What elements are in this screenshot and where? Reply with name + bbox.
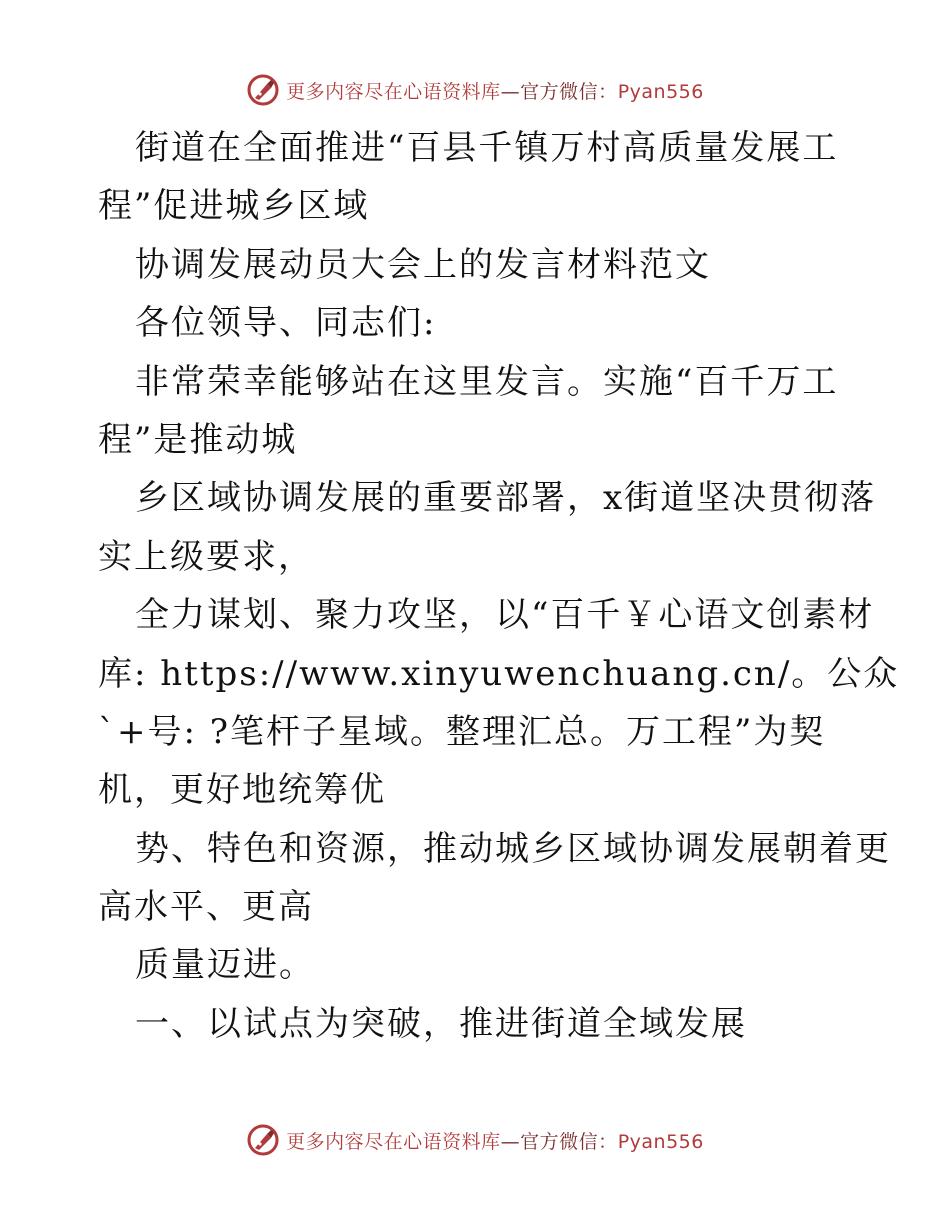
banner-wechat-label: 官方微信：: [520, 80, 618, 103]
banner-text: [286, 1127, 704, 1154]
header-banner-inner: [246, 73, 704, 107]
text-line: 非常荣幸能够站在这里发言。实施“百千万工: [135, 361, 839, 402]
banner-dash: —: [500, 80, 521, 103]
text-line: 一、以试点为突破，推进街道全域发展: [135, 1003, 747, 1044]
text-line: 乡区域协调发展的重要部署，x街道坚决贯彻落: [135, 478, 877, 519]
banner-main-text: 更多内容尽在心语资料库: [286, 80, 501, 103]
text-line: `+号: ?笔杆子星域。整理汇总。万工程”为契: [98, 711, 826, 752]
text-line: 质量迈进。: [135, 945, 315, 986]
text-line: 各位领导、同志们:: [135, 303, 437, 344]
banner-main-text: 更多内容尽在心语资料库: [286, 1130, 501, 1153]
text-line: 程”是推动城: [98, 419, 298, 460]
text-line: 协调发展动员大会上的发言材料范文: [135, 244, 711, 285]
text-line: 街道在全面推进“百县千镇万村高质量发展工: [135, 128, 839, 168]
text-line: 库: https://www.xinyuwenchuang.cn/。公众: [98, 653, 900, 694]
pen-nib-logo-icon: [246, 1123, 280, 1157]
text-line: 高水平、更高: [98, 887, 314, 928]
text-line: 程”促进城乡区域: [98, 186, 370, 227]
banner-dash: —: [500, 1130, 521, 1153]
pen-nib-logo-icon: [246, 73, 280, 107]
document-body: [98, 119, 900, 1053]
text-line: 实上级要求，: [98, 536, 314, 577]
text-line: 机，更好地统筹优: [98, 770, 386, 811]
header-watermark-banner: [0, 70, 950, 110]
footer-banner-inner: [246, 1123, 704, 1157]
banner-text: [286, 77, 704, 104]
banner-handle: Pyan556: [617, 80, 704, 103]
text-line: 势、特色和资源，推动城乡区域协调发展朝着更: [135, 828, 891, 869]
banner-handle: Pyan556: [617, 1130, 704, 1153]
footer-watermark-banner: [0, 1120, 950, 1160]
text-line: 全力谋划、聚力攻坚，以“百千￥心语文创素材: [135, 595, 875, 636]
banner-wechat-label: 官方微信：: [520, 1130, 618, 1153]
